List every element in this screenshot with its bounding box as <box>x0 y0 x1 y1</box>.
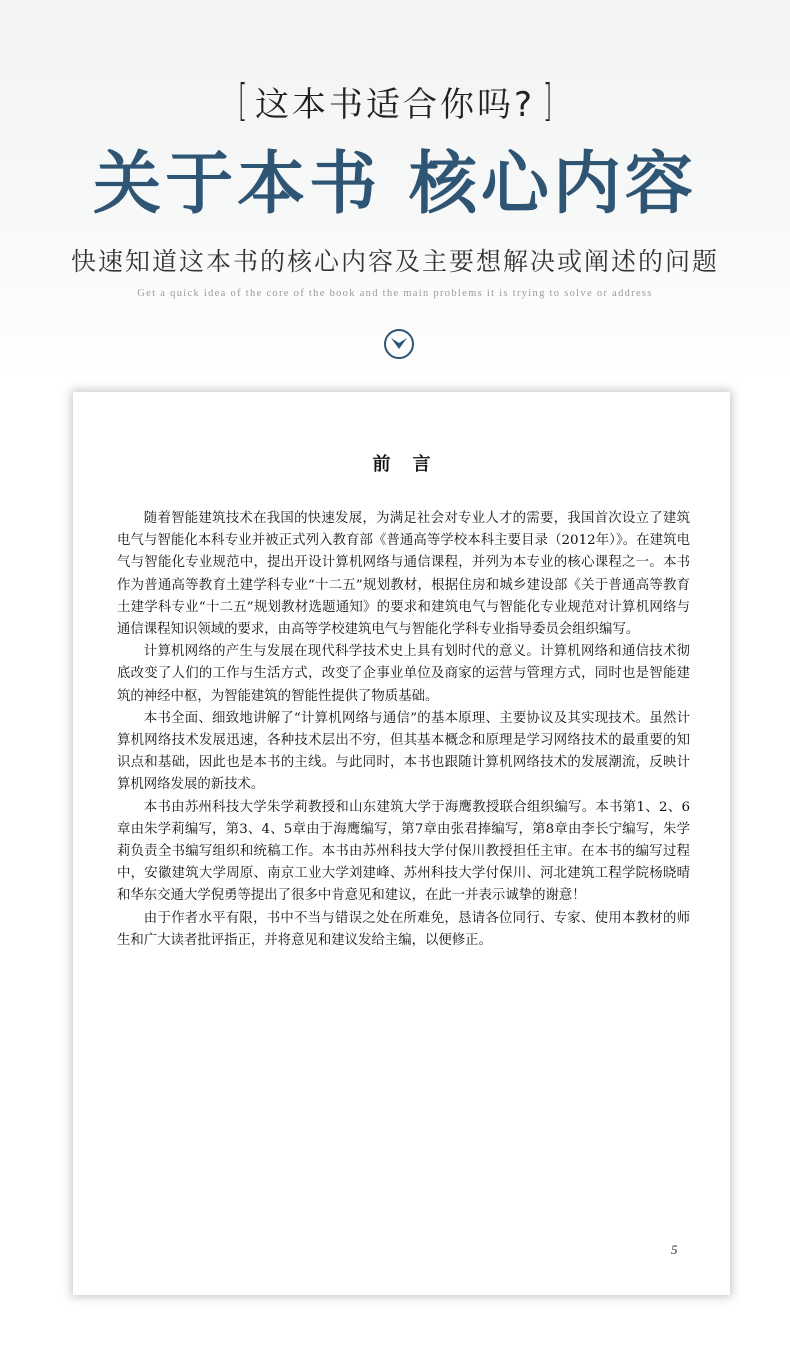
paragraph: 计算机网络的产生与发展在现代科学技术史上具有划时代的意义。计算机网络和通信技术彻底改变了人们的工作与生活方式，改变了企事业单位及商家的运营与管理方式，同时也是智能建筑的神经中枢，为智能建筑的智能性提供了物质基础。 <box>117 644 690 704</box>
right-bracket: ] <box>542 75 553 126</box>
page-title: 关于本书 核心内容 <box>93 144 697 224</box>
left-bracket: [ <box>237 75 248 126</box>
page-number: 5 <box>671 1242 678 1257</box>
paragraph: 由于作者水平有限，书中不当与错误之处在所难免，恳请各位同行、专家、使用本教材的师生和广大读者批评指正，并将意见和建议发给主编，以便修正。 <box>117 910 690 948</box>
paragraph: 随着智能建筑技术在我国的快速发展，为满足社会对专业人才的需要，我国首次设立了建筑电气与智能化本科专业并被正式列入教育部《普通高等学校本科主要目录（2012年）》。在建筑电气与智能化专业规范中，提出开设计算机网络与通信课程，并列为本专业的核心课程之一。本书作为普通高等教育土建学科专业“十二五”规划教材，根据住房和城乡建设部《关于普通高等教育土建学科专业“十二五”规划教材选题通知》的要求和建筑电气与智能化专业规范对计算机网络与通信课程知识领域的要求，由高等学校建筑电气与智能化学科专业指导委员会组织编写。 <box>117 511 690 638</box>
subtitle-english: Get a quick idea of the core of the book and the main problems it is trying to solve or address <box>137 288 653 299</box>
paragraph: 本书由苏州科技大学朱学莉教授和山东建筑大学于海鹰教授联合组织编写。本书第1、2、6章由朱学莉编写，第3、4、5章由于海鹰编写，第7章由张君捧编写，第8章由李长宁编写，朱学莉负责全书编写组织和统稿工作。本书由苏州科技大学付保川教授担任主审。在本书的编写过程中，安徽建筑大学周原、南京工业大学刘建峰、苏州科技大学付保川、河北建筑工程学院杨晓晴和华东交通大学倪勇等提出了很多中肯意见和建议，在此一并表示诚挚的谢意！ <box>117 799 690 904</box>
document-heading: 前言 <box>372 454 453 475</box>
document-body <box>117 508 690 952</box>
document-page <box>73 392 730 1295</box>
question-banner <box>0 76 790 126</box>
subtitle-chinese: 快速知道这本书的核心内容及主要想解决或阐述的问题 <box>70 247 719 276</box>
question-text: 这本书适合你吗? <box>254 84 536 125</box>
chevron-down-icon <box>384 329 414 359</box>
paragraph: 本书全面、细致地讲解了“计算机网络与通信”的基本原理、主要协议及其实现技术。虽然计算机网络技术发展迅速，各种技术层出不穷，但其基本概念和原理是学习网络技术的最重要的知识点和基础，因此也是本书的主线。与此同时，本书也跟随计算机网络技术的发展潮流，反映计算机网络发展的新技术。 <box>117 710 690 793</box>
